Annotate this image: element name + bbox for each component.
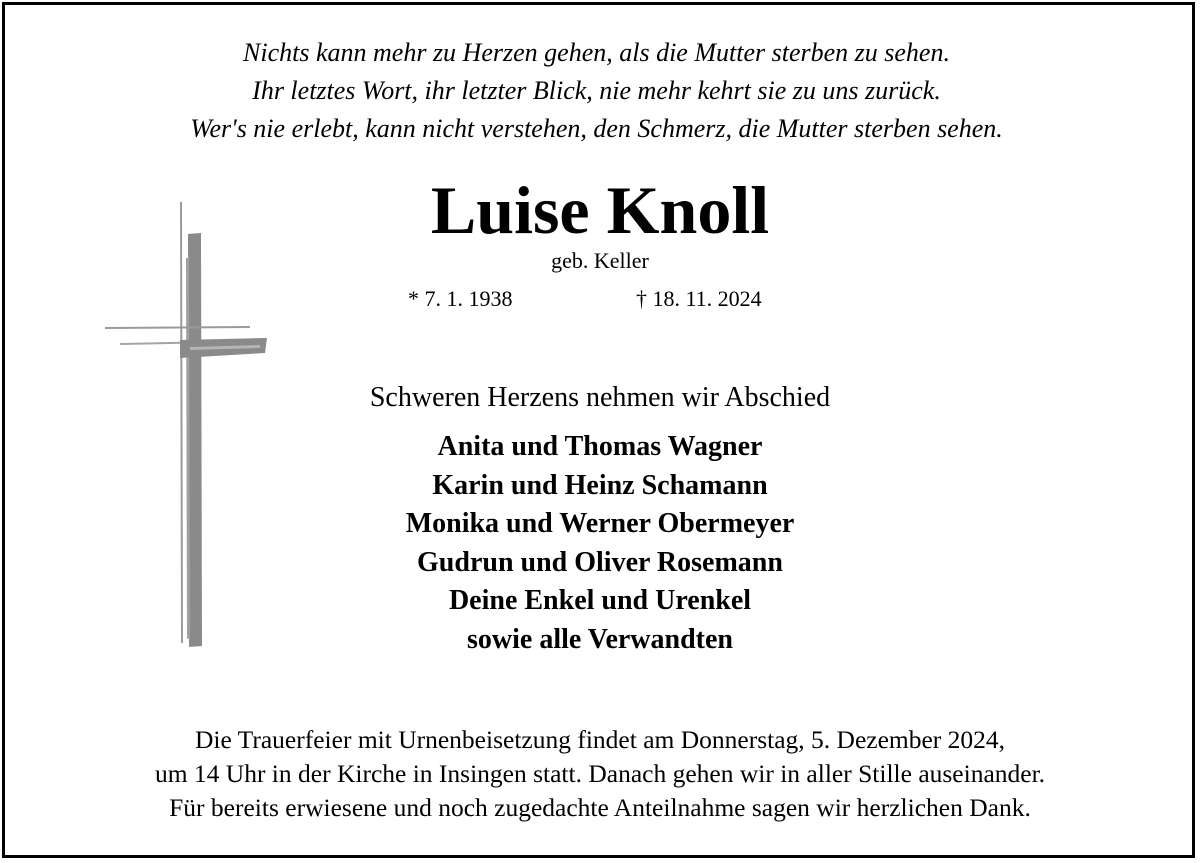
poem bbox=[0, 34, 1193, 148]
maiden-name: geb. Keller bbox=[551, 248, 649, 273]
mourner-entry: Deine Enkel und Urenkel bbox=[448, 585, 752, 616]
poem-line: Nichts kann mehr zu Herzen gehen, als die Mutter sterben zu sehen. bbox=[243, 38, 950, 67]
mourner-entry: sowie alle Verwandten bbox=[467, 623, 733, 655]
poem-line: Wer's nie erlebt, kann nicht verstehen, den Schmerz, die Mutter sterben sehen. bbox=[190, 114, 1003, 143]
poem-line: Ihr letztes Wort, ihr letzter Blick, nie mehr kehrt sie zu uns zurück. bbox=[252, 76, 941, 105]
mourner-entry: Gudrun und Oliver Rosemann bbox=[417, 546, 783, 578]
mourner-entry: Monika und Werner Obermeyer bbox=[405, 508, 795, 539]
deceased-name: Luise Knoll bbox=[430, 172, 770, 248]
farewell-intro: Schweren Herzens nehmen wir Abschied bbox=[369, 382, 831, 413]
funeral-notice bbox=[0, 723, 1200, 825]
notice-line: Für bereits erwiesene und noch zugedachte Anteilnahme sagen wir herzlichen Dank. bbox=[169, 793, 1031, 822]
notice-line: Die Trauerfeier mit Urnenbeisetzung findet am Donnerstag, 5. Dezember 2024, bbox=[194, 725, 1006, 754]
birth-date: * 7. 1. 1938 bbox=[408, 286, 513, 311]
mourner-entry: Anita und Thomas Wagner bbox=[437, 431, 763, 462]
mourner-entry: Karin und Heinz Schamann bbox=[432, 469, 768, 501]
notice-line: um 14 Uhr in der Kirche in Insingen statt. Danach gehen wir in aller Stille auseinander. bbox=[154, 759, 1046, 788]
mourners-list bbox=[0, 428, 1200, 659]
death-date: † 18. 11. 2024 bbox=[636, 286, 762, 311]
